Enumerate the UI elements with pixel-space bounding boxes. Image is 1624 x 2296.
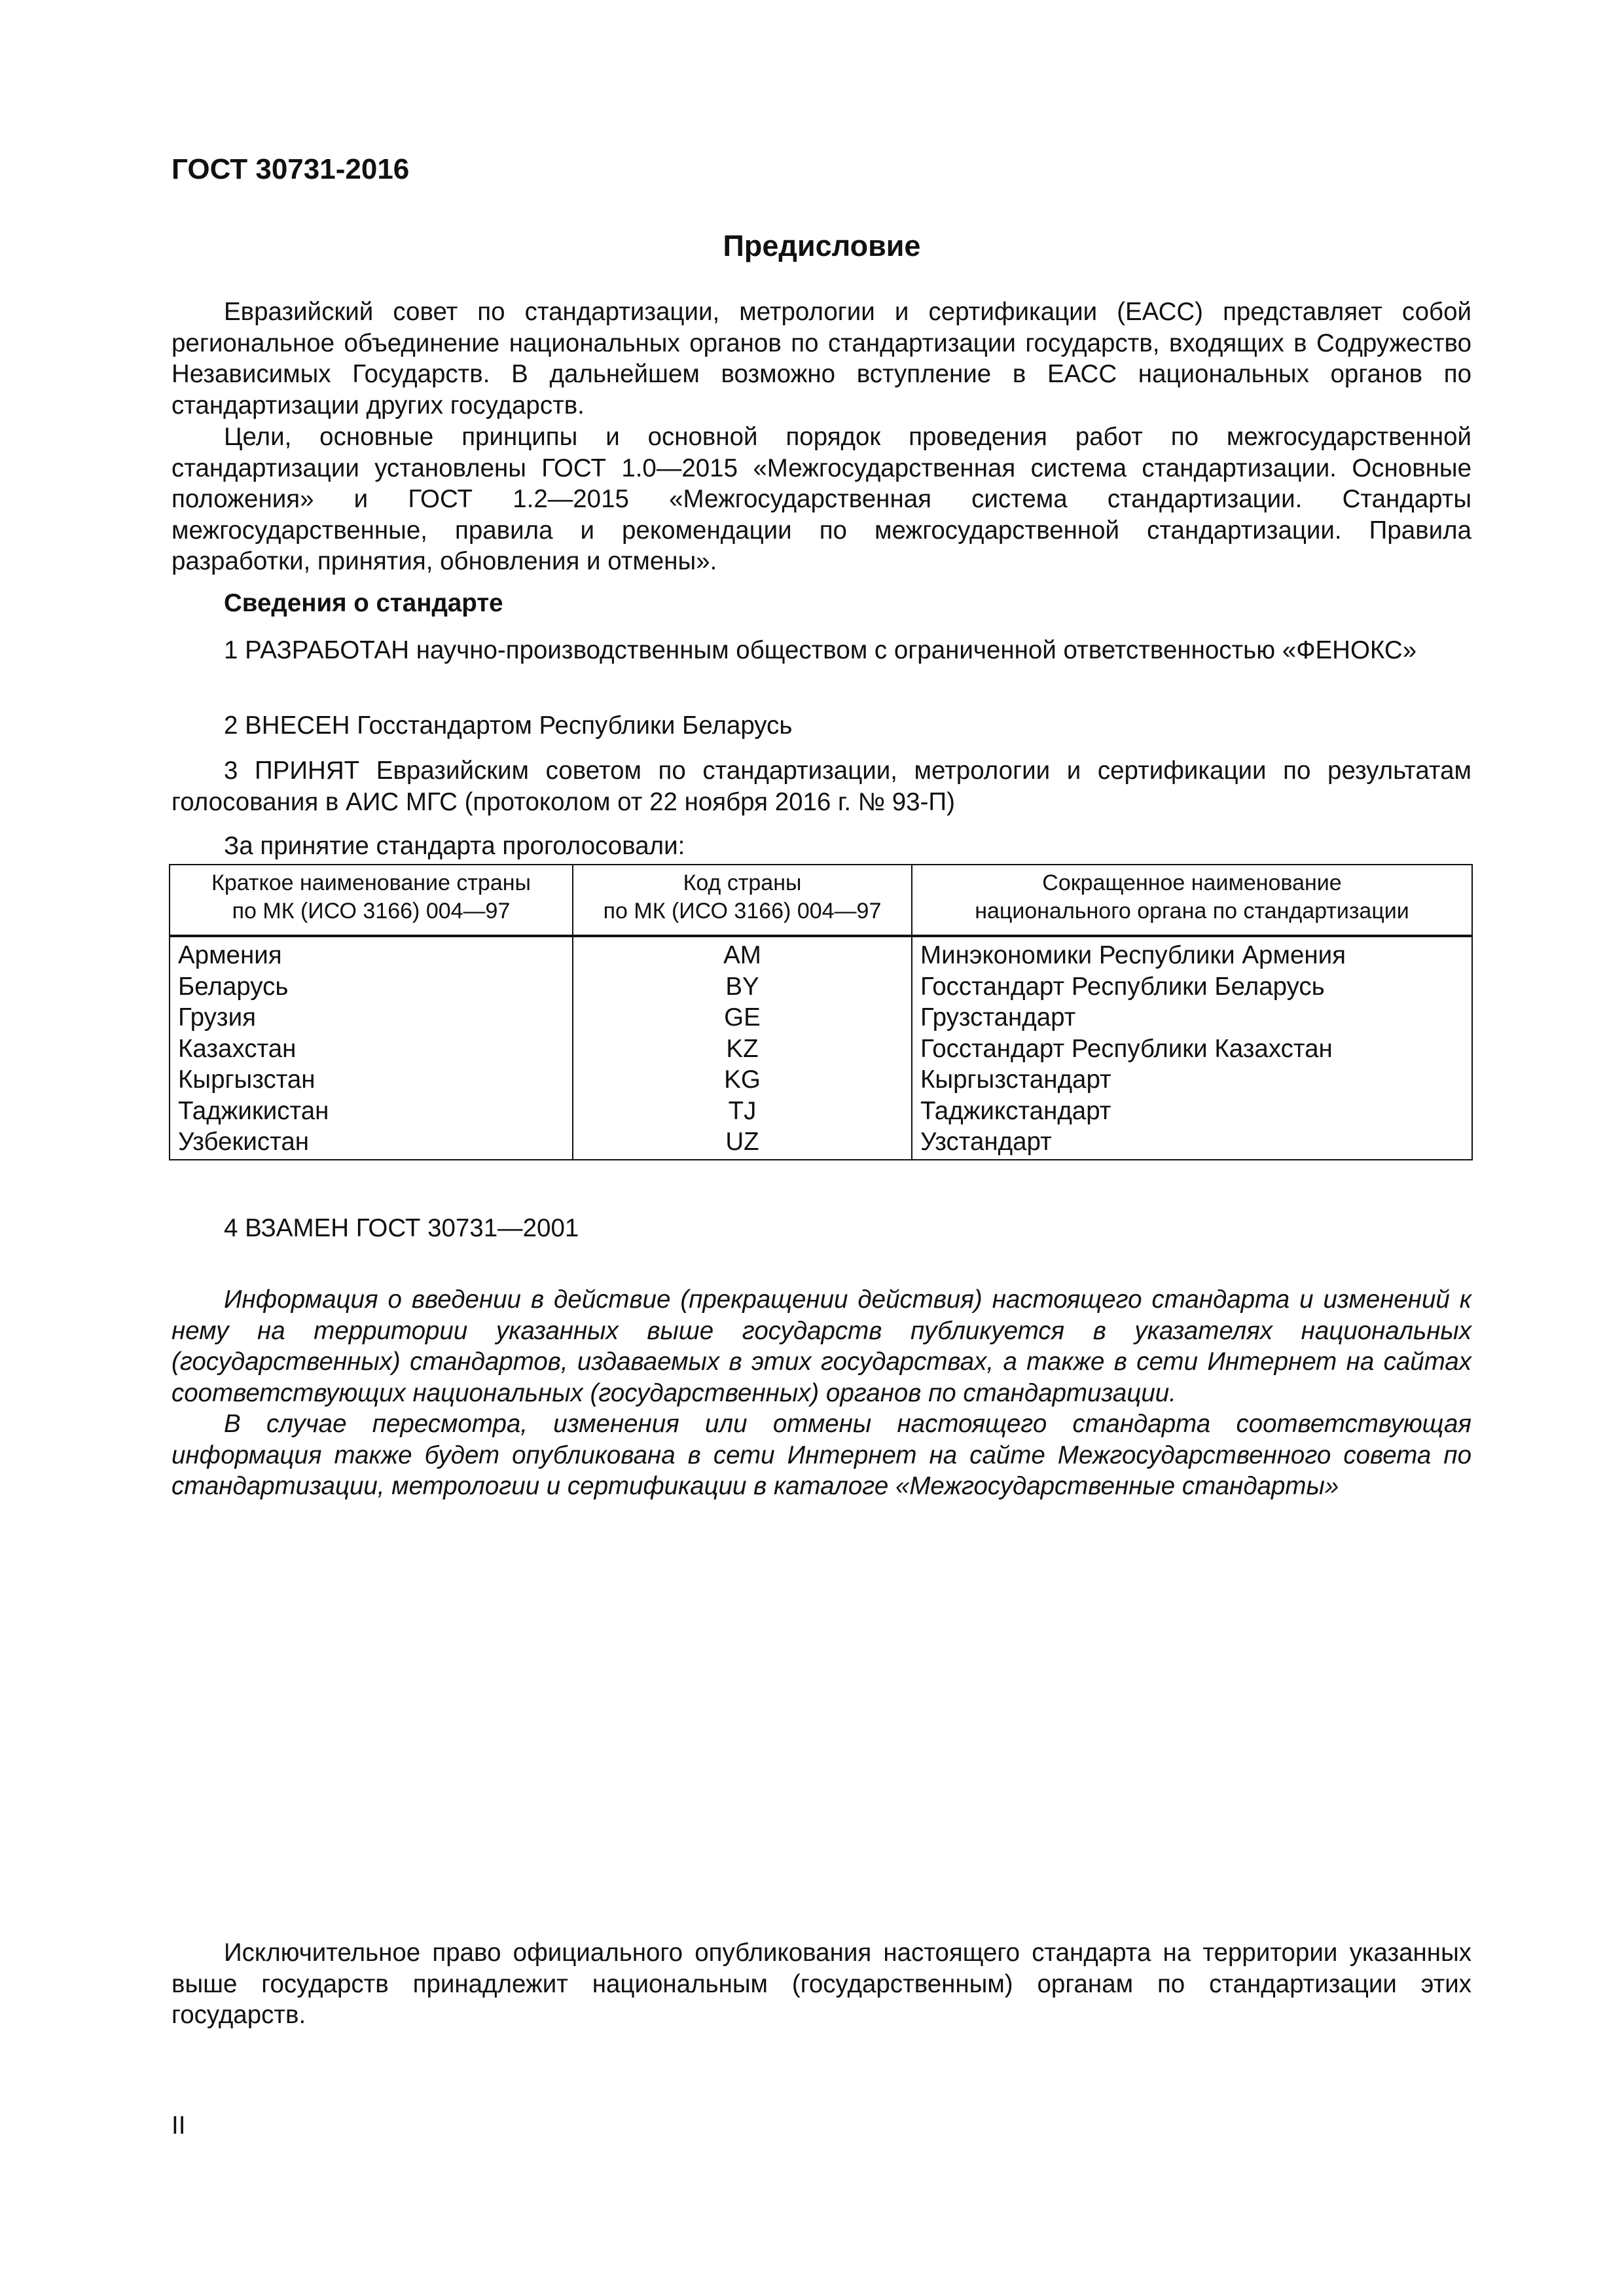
page-number: II: [171, 2111, 186, 2140]
item-replaces: 4 ВЗАМЕН ГОСТ 30731—2001: [224, 1214, 579, 1242]
country-code: AM: [573, 936, 912, 971]
standards-body: Минэкономики Республики Армения: [912, 936, 1472, 971]
standards-body: Госстандарт Республики Беларусь: [912, 971, 1472, 1003]
item-adopted-by: 3 ПРИНЯТ Евразийским советом по стандартизации, метрологии и сертификации по результатам голосования в АИС МГС (протоколом от 22 ноября 2016 г. № 93-П): [171, 757, 1471, 816]
standard-info-heading: Сведения о стандарте: [224, 589, 503, 617]
header-line: национального органа по стандартизации: [975, 899, 1409, 924]
standards-body: Таджикстандарт: [912, 1096, 1472, 1127]
country-name: Беларусь: [170, 971, 573, 1003]
standards-body: Узстандарт: [912, 1126, 1472, 1160]
country-name: Таджикистан: [170, 1096, 573, 1127]
notice-paragraph-1: Информация о введении в действие (прекращении действия) настоящего стандарта и изменений к нему на территории указанных выше государств публикуется в указателях национальных (государственных) стандартов, издаваемых в этих государствах, а также в сети Интернет на сайтах соответствующих национальных (государственных) органов по стандартизации.: [171, 1285, 1471, 1407]
country-name: Узбекистан: [170, 1126, 573, 1160]
table-row: [170, 1064, 1472, 1096]
vote-intro: За принятие стандарта проголосовали:: [224, 832, 685, 860]
item-submitted-by: 2 ВНЕСЕН Госстандартом Республики Беларусь: [224, 711, 793, 740]
preface-paragraph-2: Цели, основные принципы и основной порядок проведения работ по межгосударственной стандартизации установлены ГОСТ 1.0—2015 «Межгосударственная система стандартизации. Основные положения» и ГОСТ 1.2—2015 «Межгосударственная система стандартизации. Стандарты межгосударственные, правила и рекомендации по межгосударственной стандартизации. Правила разработки, принятия, обновления и отмены».: [171, 423, 1471, 575]
publication-rights: Исключительное право официального опубликования настоящего стандарта на территории указанных выше государств принадлежит национальным (государственным) органам по стандартизации этих государств.: [171, 1939, 1471, 2029]
country-code: BY: [573, 971, 912, 1003]
country-name: Армения: [170, 936, 573, 971]
country-name: Грузия: [170, 1002, 573, 1033]
header-line: по МК (ИСО 3166) 004—97: [603, 899, 882, 924]
table-row: [170, 1002, 1472, 1033]
voting-countries-table: [169, 864, 1473, 1160]
header-standards-body: [912, 865, 1472, 936]
section-title: Предисловие: [723, 229, 921, 262]
header-line: по МК (ИСО 3166) 004—97: [232, 899, 511, 924]
standards-body: Грузстандарт: [912, 1002, 1472, 1033]
table-row: [170, 1096, 1472, 1127]
country-code: KG: [573, 1064, 912, 1096]
item-developed-by: 1 РАЗРАБОТАН научно-производственным обществом с ограниченной ответственностью «ФЕНОКС»: [224, 636, 1417, 664]
header-line: Код страны: [683, 870, 802, 895]
standards-body: Госстандарт Республики Казахстан: [912, 1033, 1472, 1065]
notice-paragraph-2: В случае пересмотра, изменения или отмены настоящего стандарта соответствующая информация также будет опубликована в сети Интернет на сайте Межгосударственного совета по стандартизации, метрологии и сертификации в каталоге «Межгосударственные стандарты»: [171, 1410, 1471, 1500]
table-header-row: [170, 865, 1472, 936]
country-name: Казахстан: [170, 1033, 573, 1065]
table-row: [170, 1033, 1472, 1065]
table-row: [170, 936, 1472, 971]
country-code: GE: [573, 1002, 912, 1033]
table-row: [170, 971, 1472, 1003]
preface-paragraph-1: Евразийский совет по стандартизации, метрологии и сертификации (ЕАСС) представляет собой региональное объединение национальных органов по стандартизации государств, входящих в Содружество Независимых Государств. В дальнейшем возможно вступление в ЕАСС национальных органов по стандартизации других государств.: [171, 298, 1471, 420]
header-line: Краткое наименование страны: [211, 870, 531, 895]
header-country-code: [573, 865, 912, 936]
standards-body: Кыргызстандарт: [912, 1064, 1472, 1096]
table-row: [170, 1126, 1472, 1160]
country-code: UZ: [573, 1126, 912, 1160]
header-country-name: [170, 865, 573, 936]
document-number: ГОСТ 30731-2016: [171, 153, 410, 185]
country-name: Кыргызстан: [170, 1064, 573, 1096]
country-code: TJ: [573, 1096, 912, 1127]
header-line: Сокращенное наименование: [1042, 870, 1342, 895]
country-code: KZ: [573, 1033, 912, 1065]
